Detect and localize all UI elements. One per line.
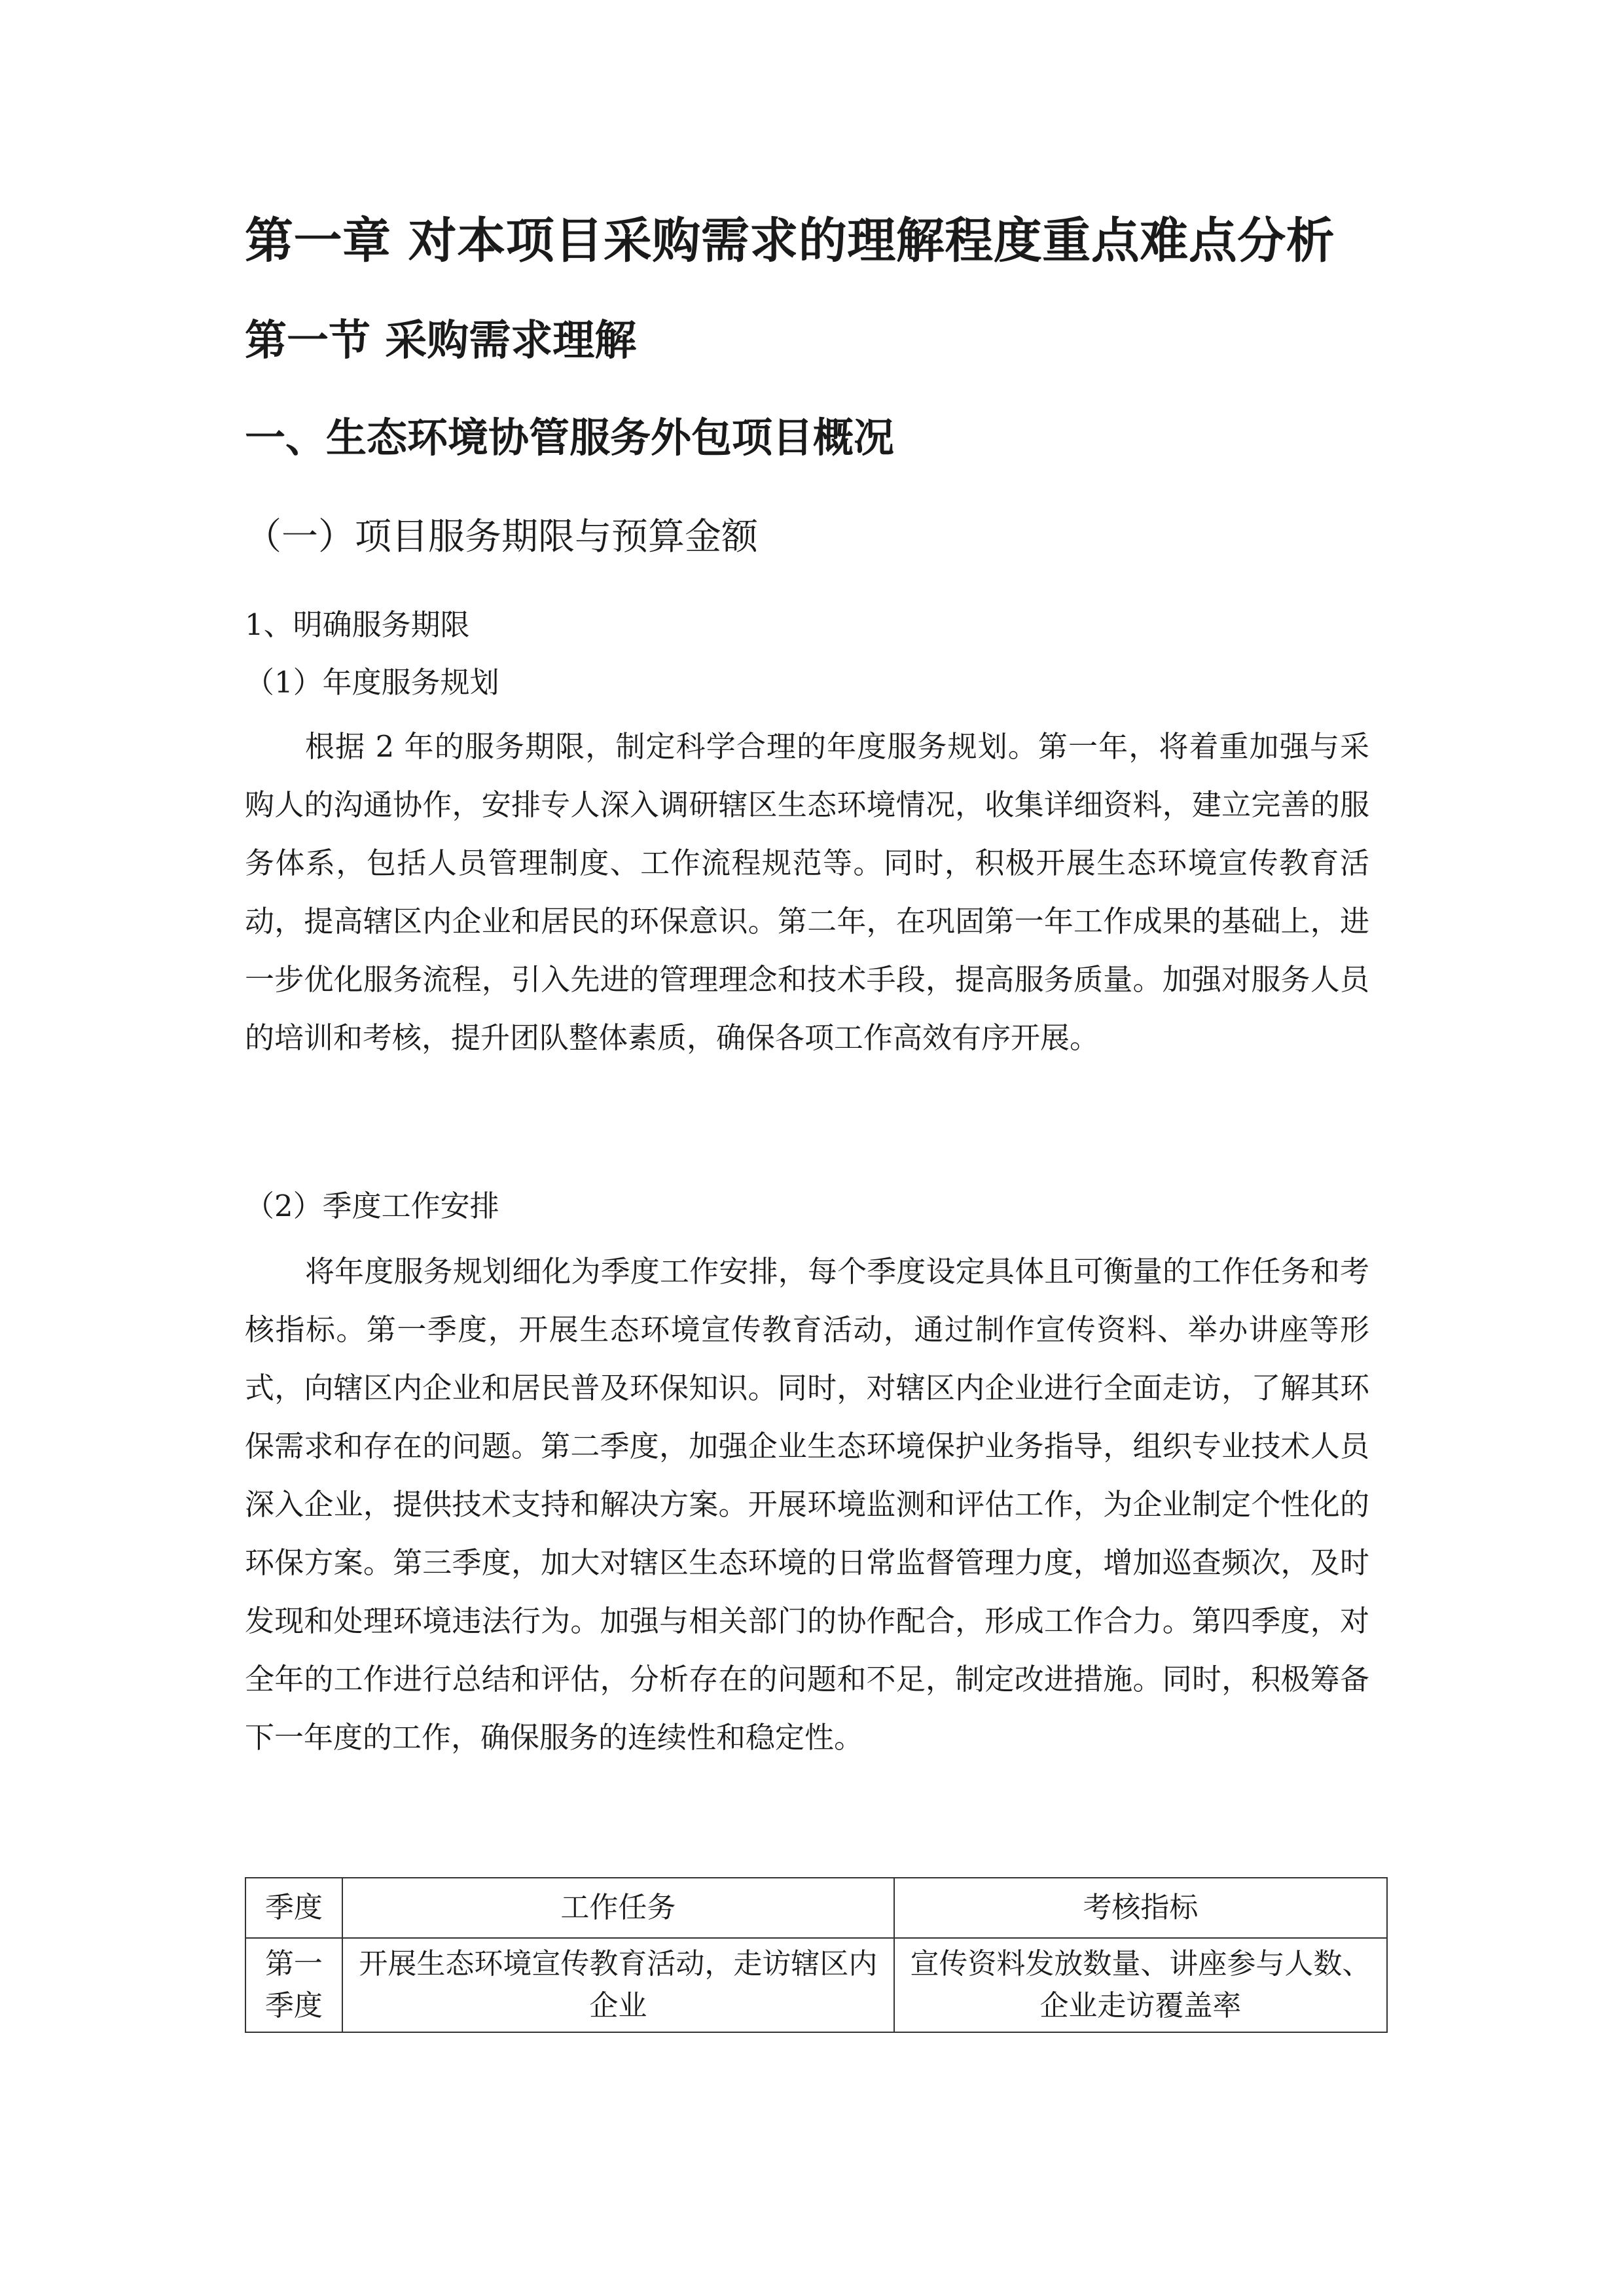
paragraph-quarterly-plan: 将年度服务规划细化为季度工作安排，每个季度设定具体且可衡量的工作任务和考核指标。第一季度，开展生态环境宣传教育活动，通过制作宣传资料、举办讲座等形式，向辖区内企业和居民普及环保知识。同时，对辖区内企业进行全面走访，了解其环保需求和存在的问题。第二季度，加强企业生态环境保护业务指导，组织专业技术人员深入企业，提供技术支持和解决方案。开展环境监测和评估工作，为企业制定个性化的环保方案。第三季度，加大对辖区生态环境的日常监督管理力度，增加巡查频次，及时发现和处理环境违法行为。加强与相关部门的协作配合，形成工作合力。第四季度，对全年的工作进行总结和评估，分析存在的问题和不足，制定改进措施。同时，积极筹备下一年度的工作，确保服务的连续性和稳定性。: [245, 1254, 1369, 1755]
table-cell-quarter: 第一季度: [245, 1938, 342, 2032]
paragraph-annual-plan: 根据 2 年的服务期限，制定科学合理的年度服务规划。第一年，将着重加强与采购人的沟通协作，安排专人深入调研辖区生态环境情况，收集详细资料，建立完善的服务体系，包括人员管理制度、工作流程规范等。同时，积极开展生态环境宣传教育活动，提高辖区内企业和居民的环保意识。第二年，在巩固第一年工作成果的基础上，进一步优化服务流程，引入先进的管理理念和技术手段，提高服务质量。加强对服务人员的培训和考核，提升团队整体素质，确保各项工作高效有序开展。: [245, 729, 1369, 1055]
subpart-title: （一）项目服务期限与预算金额: [245, 516, 758, 558]
chapter-title: 第一章 对本项目采购需求的理解程度重点难点分析: [245, 213, 1335, 269]
table-header-task: 工作任务: [342, 1878, 894, 1938]
section-title: 第一节 采购需求理解: [245, 317, 637, 365]
sub1-title: （1）年度服务规划: [245, 665, 499, 700]
sub2-title: （2）季度工作安排: [245, 1189, 499, 1223]
part-title: 一、生态环境协管服务外包项目概况: [245, 414, 895, 461]
table-header-row: [245, 1878, 1387, 1938]
table-header-indicator: 考核指标: [894, 1878, 1387, 1938]
table-cell-task: 开展生态环境宣传教育活动，走访辖区内企业: [342, 1938, 894, 2032]
table-row: [245, 1938, 1387, 2032]
table-cell-indicator: 宣传资料发放数量、讲座参与人数、企业走访覆盖率: [894, 1938, 1387, 2032]
table-header-quarter: 季度: [245, 1878, 342, 1938]
item-title: 1、明确服务期限: [245, 607, 470, 642]
quarterly-task-table: [245, 1877, 1388, 2033]
